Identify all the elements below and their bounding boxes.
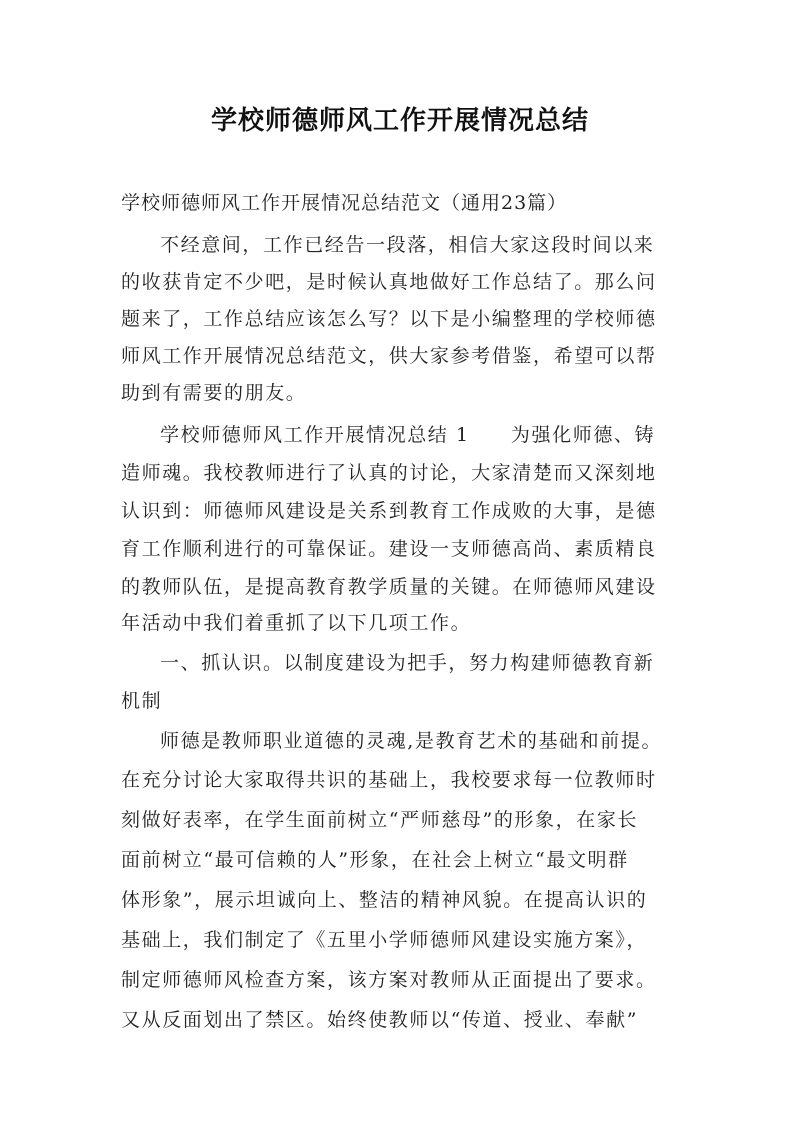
paragraph-line: 基础上，我们制定了《五里小学师德师风建设实施方案》， [121,929,648,951]
paragraph-line: 育工作顺利进行的可靠保证。建设一支师德高尚、素质精良 [121,538,657,560]
section-heading-line: 一、抓认识。以制度建设为把手，努力构建师德教育新 [160,652,655,674]
document-subtitle: 学校师德师风工作开展情况总结范文（通用23篇） [121,192,568,214]
paragraph-line: 刻做好表率，在学生面前树立“严师慈母”的形象，在家长 [121,809,639,831]
paragraph-line: 的教师队伍，是提高教育教学质量的关键。在师德师风建设 [121,576,657,598]
paragraph-line: 题来了，工作总结应该怎么写？以下是小编整理的学校师德 [121,308,657,330]
paragraph-line: 造师魂。我校教师进行了认真的讨论，大家清楚而又深刻地 [121,462,657,484]
paragraph-line: 助到有需要的朋友。 [121,382,307,404]
document-title: 学校师德师风工作开展情况总结 [210,106,589,136]
paragraph-line: 师风工作开展情况总结范文，供大家参考借鉴，希望可以帮 [121,345,657,367]
paragraph-line: 又从反面划出了禁区。始终使教师以“传道、授业、奉献” [121,1009,639,1031]
paragraph-line: 制定师德师风检查方案，该方案对教师从正面提出了要求。 [121,969,657,991]
paragraph-line: 认识到：师德师风建设是关系到教育工作成败的大事，是德 [121,500,657,522]
paragraph-line: 面前树立“最可信赖的人”形象，在社会上树立“最文明群 [121,849,629,871]
section-heading-line: 机制 [121,690,163,712]
paragraph-line: 体形象”，展示坦诚向上、整洁的精神风貌。在提高认识的 [121,889,648,911]
paragraph-line: 在充分讨论大家取得共识的基础上，我校要求每一位教师时 [121,769,657,791]
paragraph-line: 不经意间，工作已经告一段落，相信大家这段时间以来 [160,234,655,256]
paragraph-line: 年活动中我们着重抓了以下几项工作。 [121,612,472,634]
paragraph-line: 学校师德师风工作开展情况总结 1 为强化师德、铸 [160,424,656,446]
paragraph-line: 师德是教师职业道德的灵魂,是教育艺术的基础和前提。 [160,730,663,752]
paragraph-line: 的收获肯定不少吧，是时候认真地做好工作总结了。那么问 [121,271,657,293]
